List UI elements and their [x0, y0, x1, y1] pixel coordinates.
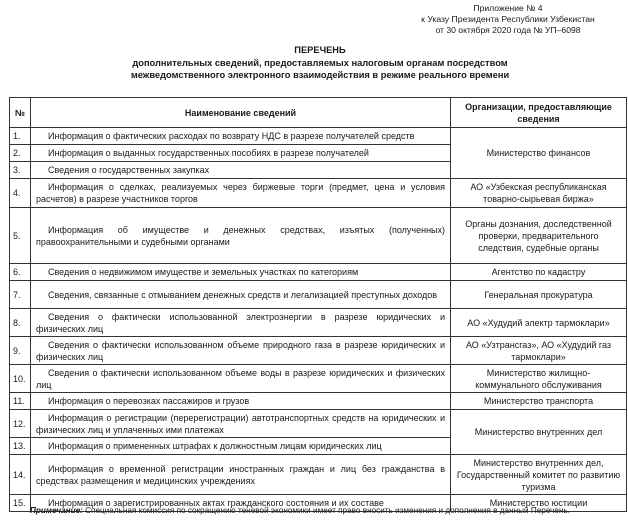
- row-organization: Министерство внутренних дел, Государственный комитет по развитию туризма: [451, 455, 627, 495]
- document-title: [60, 44, 580, 82]
- row-number: 11.: [10, 393, 31, 410]
- row-number: 9.: [10, 337, 31, 365]
- title-subtitle-line-1: дополнительных сведений, предоставляемых налоговым органам посредством: [132, 57, 508, 68]
- header-organizations: Организации, предоставляющие сведения: [451, 98, 627, 128]
- row-organization: АО «Узбекская республиканская товарно-сырьевая биржа»: [451, 179, 627, 208]
- row-name: Информация о временной регистрации иностранных граждан и лиц без гражданства в средствах размещения и медицинских учреждениях: [31, 455, 451, 495]
- row-number: 1.: [10, 128, 31, 145]
- row-name: Информация о фактических расходах по возврату НДС в разрезе получателей средств: [31, 128, 451, 145]
- table-row: [10, 281, 627, 309]
- row-number: 15.: [10, 495, 31, 512]
- row-number: 5.: [10, 208, 31, 264]
- row-number: 6.: [10, 264, 31, 281]
- row-name: Информация о примененных штрафах к должностным лицам юридических лиц: [31, 438, 451, 455]
- appendix-reference: [388, 3, 628, 36]
- row-number: 3.: [10, 162, 31, 179]
- footnote: [30, 505, 628, 516]
- row-organization: Министерство транспорта: [451, 393, 627, 410]
- row-number: 4.: [10, 179, 31, 208]
- title-subtitle-line-2: межведомственного электронного взаимодействия в режиме реального времени: [130, 70, 510, 80]
- appendix-date: от 30 октября 2020 года № УП–6098: [435, 25, 581, 35]
- row-number: 8.: [10, 309, 31, 337]
- header-name: Наименование сведений: [31, 98, 451, 128]
- row-organization: Министерство финансов: [451, 128, 627, 179]
- table-row: [10, 410, 627, 438]
- row-name: Сведения о фактически использованной электроэнергии в разрезе юридических и физических лиц: [31, 309, 451, 337]
- row-organization: Органы дознания, доследственной проверки, предварительного следствия, судебные органы: [451, 208, 627, 264]
- row-name: Информация о перевозках пассажиров и грузов: [31, 393, 451, 410]
- row-name: Сведения о фактически использованном объеме природного газа в разрезе юридических и физических лиц: [31, 337, 451, 365]
- table-row: [10, 128, 627, 145]
- table-row: [10, 208, 627, 264]
- table-row: [10, 337, 627, 365]
- table-row: [10, 393, 627, 410]
- table-row: [10, 455, 627, 495]
- row-name: Информация об имуществе и денежных средствах, изъятых (полученных) правоохранительными и судебными органами: [31, 208, 451, 264]
- row-name: Сведения, связанные с отмыванием денежных средств и легализацией преступных доходов: [31, 281, 451, 309]
- title-heading: ПЕРЕЧЕНЬ: [294, 45, 346, 55]
- row-number: 12.: [10, 410, 31, 438]
- row-organization: Министерство внутренних дел: [451, 410, 627, 455]
- row-organization: АО «Худудий электр тармоклари»: [451, 309, 627, 337]
- row-organization: Министерство жилищно-коммунального обслуживания: [451, 365, 627, 393]
- row-organization: Генеральная прокуратура: [451, 281, 627, 309]
- table-row: [10, 264, 627, 281]
- row-number: 10.: [10, 365, 31, 393]
- header-number: №: [10, 98, 31, 128]
- row-organization: Агентство по кадастру: [451, 264, 627, 281]
- row-name: Сведения о фактически использованном объеме воды в разрезе юридических и физических лиц: [31, 365, 451, 393]
- row-name: Информация о выданных государственных пособиях в разрезе получателей: [31, 145, 451, 162]
- row-number: 2.: [10, 145, 31, 162]
- row-organization: Министерство юстиции: [451, 495, 627, 512]
- footnote-label: Примечание:: [30, 506, 83, 515]
- row-organization: АО «Узтрансгаз», АО «Худудий газ тармоклари»: [451, 337, 627, 365]
- row-name: Информация о регистрации (перерегистрации) автотранспортных средств на юридических и физических лиц и уплаченных ими платежах: [31, 410, 451, 438]
- table-header-row: [10, 98, 627, 128]
- row-name: Сведения о недвижимом имуществе и земельных участках по категориям: [31, 264, 451, 281]
- row-number: 7.: [10, 281, 31, 309]
- table-row: [10, 365, 627, 393]
- table-row: [10, 309, 627, 337]
- row-number: 14.: [10, 455, 31, 495]
- appendix-number: Приложение № 4: [473, 3, 543, 13]
- row-name: Сведения о государственных закупках: [31, 162, 451, 179]
- table-row: [10, 179, 627, 208]
- appendix-decree: к Указу Президента Республики Узбекистан: [421, 14, 595, 24]
- information-list-table: [9, 97, 627, 512]
- footnote-text: Специальная комиссия по сокращению теневой экономики имеет право вносить изменения и дополнения в данный Перечень.: [82, 506, 571, 515]
- row-name: Информация о сделках, реализуемых через биржевые торги (предмет, цена и условия расчетов) в разрезе участников торгов: [31, 179, 451, 208]
- row-number: 13.: [10, 438, 31, 455]
- row-name: Информация о зарегистрированных актах гражданского состояния и их составе: [31, 495, 451, 512]
